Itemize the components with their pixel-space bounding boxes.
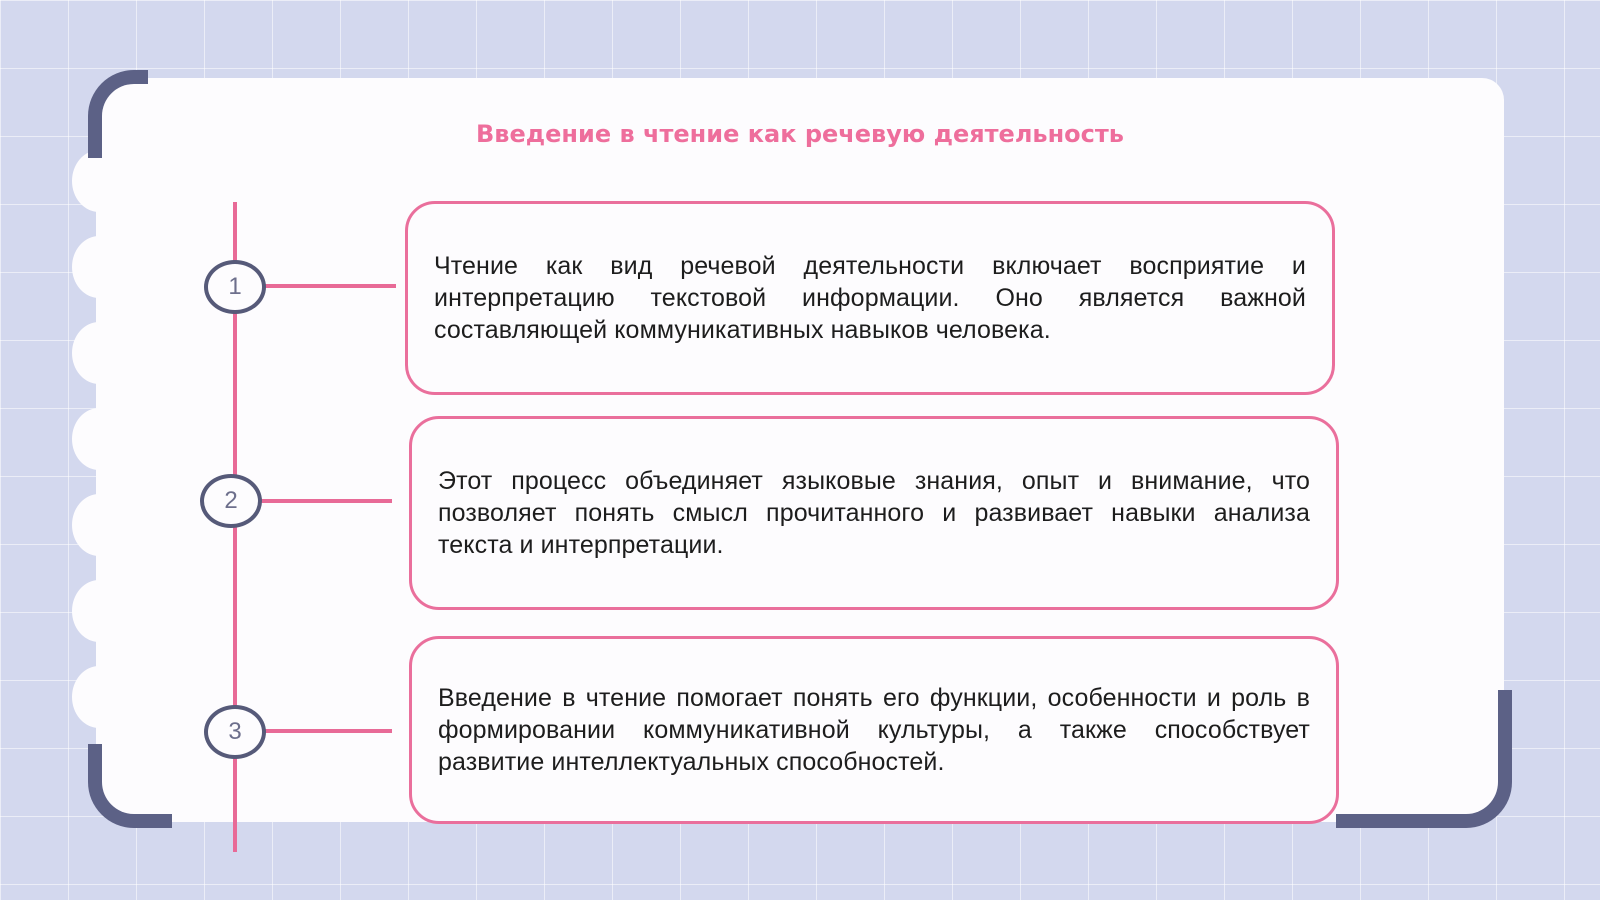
corner-bracket-bottom-right <box>1336 690 1512 828</box>
step-card-1 <box>405 201 1335 395</box>
step-number-2: 2 <box>200 474 262 528</box>
paper-edge-bump <box>72 580 126 642</box>
connector-line-1 <box>262 284 396 288</box>
step-number-1: 1 <box>204 260 266 314</box>
paper-edge-bump <box>72 322 126 384</box>
step-text-1: Чтение как вид речевой деятельности включает восприятие и интерпретацию текстовой информации. Оно является важной составляющей коммуникативных навыков человека. <box>434 252 1306 344</box>
paper-edge-bump <box>72 494 126 556</box>
connector-line-2 <box>258 499 392 503</box>
connector-line-3 <box>262 729 392 733</box>
paper-edge-bump <box>72 408 126 470</box>
step-card-3 <box>409 636 1339 824</box>
step-number-3: 3 <box>204 705 266 759</box>
step-text-2: Этот процесс объединяет языковые знания, опыт и внимание, что позволяет понять смысл прочитанного и развивает навыки анализа текста и интерпретации. <box>438 467 1310 559</box>
slide-title: Введение в чтение как речевую деятельность <box>476 120 1124 148</box>
paper-edge-bump <box>72 236 126 298</box>
step-text-3: Введение в чтение помогает понять его функции, особенности и роль в формировании коммуникативной культуры, а также способствует развитие интеллектуальных способностей. <box>438 684 1310 776</box>
paper-edge-bump <box>72 150 126 212</box>
paper-edge-bump <box>72 666 126 728</box>
step-card-2 <box>409 416 1339 610</box>
corner-bracket-bottom-left <box>88 744 172 828</box>
